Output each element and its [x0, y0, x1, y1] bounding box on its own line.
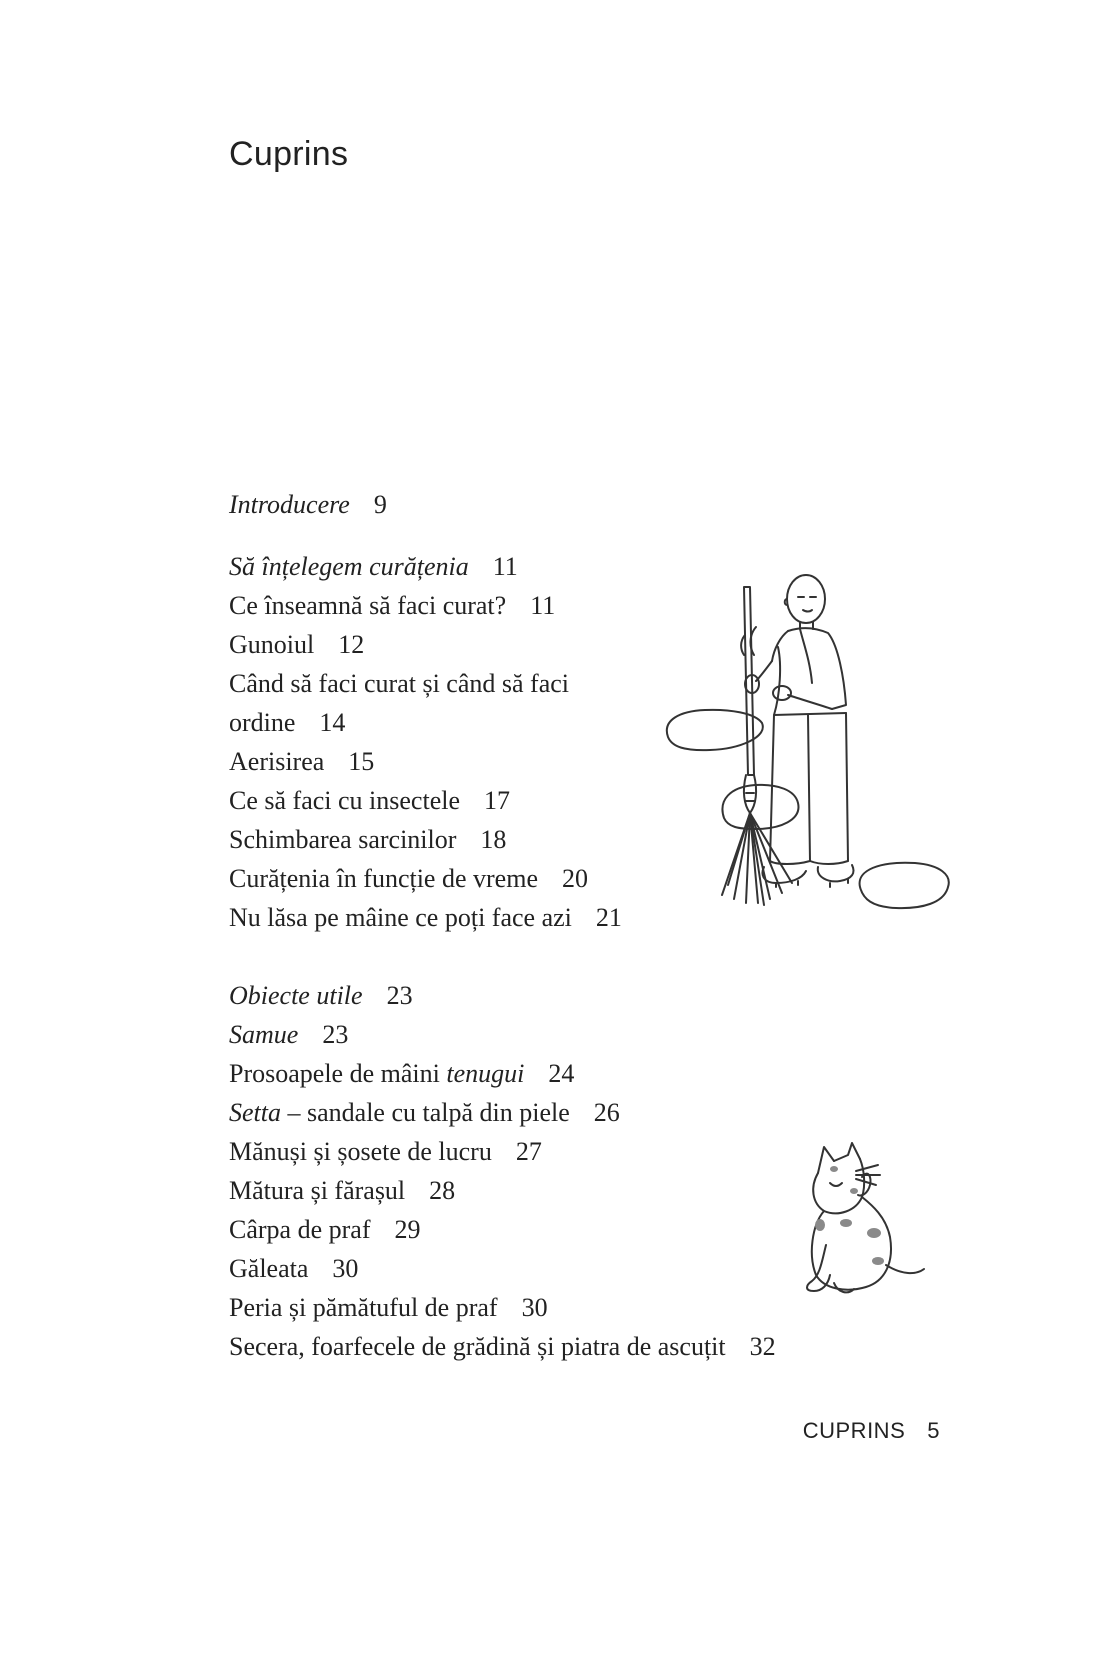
toc-page-number: 15	[348, 747, 375, 776]
cat-body	[812, 1197, 891, 1290]
toc-title: Secera, foarfecele de grădină și piatra de ascuțit	[229, 1332, 726, 1361]
toc-page-number: 11	[530, 591, 556, 620]
stepping-stone	[722, 785, 798, 829]
stepping-stone	[860, 863, 949, 908]
cat-grooming-illustration	[790, 1125, 930, 1305]
toc-section-intelegem-curatenia	[229, 551, 518, 583]
toc-entry	[229, 1058, 574, 1090]
toc-entry	[229, 629, 364, 661]
toc-page-number: 18	[480, 825, 507, 854]
toc-page-number: 12	[338, 630, 365, 659]
toc-entry	[229, 1253, 358, 1285]
toc-page-number: 29	[394, 1215, 421, 1244]
toc-page-number: 30	[332, 1254, 359, 1283]
toc-section-introducere	[229, 489, 387, 521]
toc-entry	[229, 1097, 620, 1129]
toc-title: Curățenia în funcție de vreme	[229, 864, 538, 893]
toc-title: Aerisirea	[229, 747, 325, 776]
toc-entry-line2	[229, 707, 345, 739]
toc-title: Mănuși și șosete de lucru	[229, 1137, 492, 1166]
toc-title: Samue	[229, 1020, 299, 1049]
toc-entry	[229, 1331, 776, 1363]
toc-title: Prosoapele de mâini	[229, 1059, 440, 1088]
monk-sweeping-illustration	[660, 565, 950, 945]
toc-page-number: 32	[749, 1332, 776, 1361]
toc-title: ordine	[229, 708, 296, 737]
toc-page-number: 30	[521, 1293, 548, 1322]
toc-title: Introducere	[229, 490, 350, 519]
toc-entry	[229, 1175, 455, 1207]
running-footer	[803, 1418, 940, 1444]
toc-page-number: 21	[595, 903, 622, 932]
toc-page-number: 9	[373, 490, 387, 519]
toc-entry-line1	[229, 668, 569, 700]
toc-page-number: 24	[548, 1059, 575, 1088]
toc-title: Nu lăsa pe mâine ce poți face azi	[229, 903, 572, 932]
toc-page-number: 14	[319, 708, 346, 737]
stepping-stone	[667, 710, 763, 750]
page-title: Cuprins	[229, 135, 349, 173]
toc-entry	[229, 1214, 420, 1246]
toc-entry	[229, 902, 622, 934]
toc-title: Ce înseamnă să faci curat?	[229, 591, 507, 620]
toc-entry	[229, 863, 588, 895]
toc-title-italic: tenugui	[446, 1059, 525, 1088]
toc-section-obiecte-utile	[229, 980, 413, 1012]
toc-title: Găleata	[229, 1254, 309, 1283]
toc-title: Peria și pămătuful de praf	[229, 1293, 498, 1322]
page-number: 5	[927, 1418, 940, 1443]
toc-title: Schimbarea sarcinilor	[229, 825, 457, 854]
toc-entry	[229, 590, 555, 622]
toc-entry	[229, 1019, 348, 1051]
toc-page-number: 26	[593, 1098, 620, 1127]
toc-page-number: 17	[484, 786, 510, 815]
toc-title: Ce să faci cu insectele	[229, 786, 460, 815]
monk-head	[787, 575, 825, 623]
toc-entry	[229, 824, 506, 856]
toc-title: Să înțelegem curățenia	[229, 552, 469, 581]
toc-entry	[229, 746, 374, 778]
toc-page-number: 28	[429, 1176, 456, 1205]
toc-entry	[229, 1136, 542, 1168]
toc-entry	[229, 785, 510, 817]
toc-page-number: 11	[492, 552, 518, 581]
toc-page-number: 27	[515, 1137, 542, 1166]
running-head: CUPRINS	[802, 1418, 906, 1443]
toc-entry	[229, 1292, 548, 1324]
toc-page-number: 23	[386, 981, 413, 1010]
toc-page-number: 23	[322, 1020, 349, 1049]
toc-title: Când să faci curat și când să faci	[229, 669, 570, 698]
toc-title-italic: Setta	[229, 1098, 281, 1127]
toc-title: Mătura și fărașul	[229, 1176, 406, 1205]
toc-title: Cârpa de praf	[229, 1215, 371, 1244]
toc-title: Obiecte utile	[229, 981, 363, 1010]
toc-title: – sandale cu talpă din piele	[287, 1098, 570, 1127]
broom-handle	[744, 587, 754, 775]
toc-title: Gunoiul	[229, 630, 315, 659]
toc-page-number: 20	[561, 864, 588, 893]
